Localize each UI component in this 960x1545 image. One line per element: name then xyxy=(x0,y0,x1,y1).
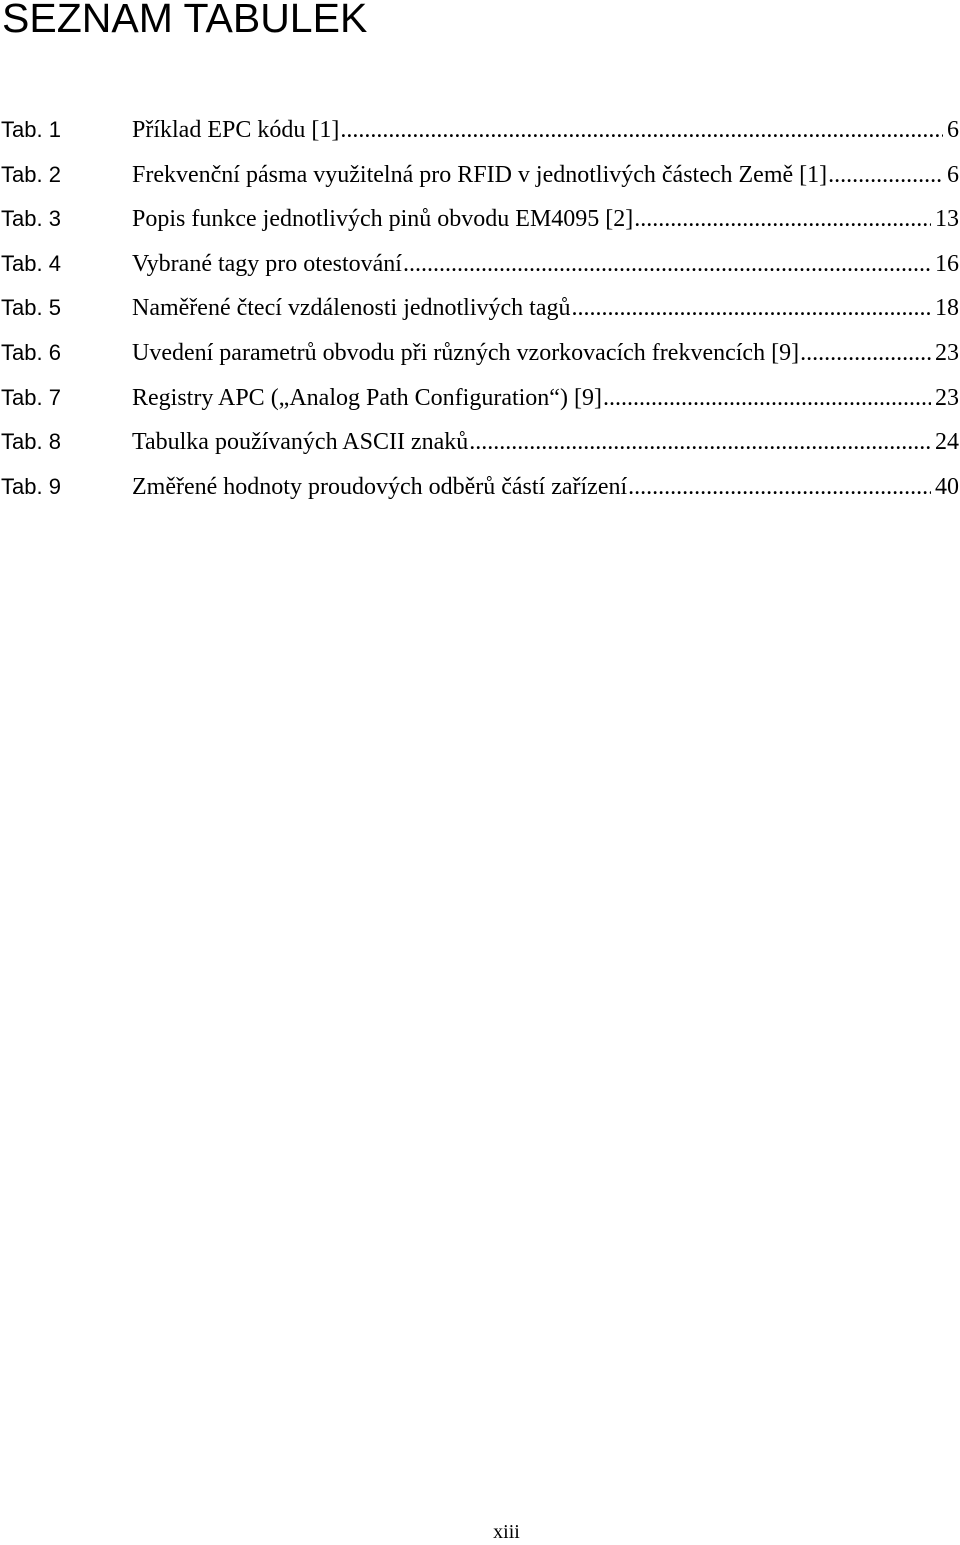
list-of-tables xyxy=(0,108,960,509)
page-reference: 23 xyxy=(935,384,959,411)
page-reference: 6 xyxy=(947,117,959,143)
table-caption: Změřené hodnoty proudových odběrů částí zařízení xyxy=(132,473,628,500)
toc-entry[interactable] xyxy=(0,108,960,153)
dot-leader xyxy=(469,420,931,464)
page-reference: 24 xyxy=(935,429,959,456)
toc-entry[interactable] xyxy=(0,242,960,287)
table-caption: Tabulka používaných ASCII znaků xyxy=(132,429,469,456)
dot-leader xyxy=(403,242,931,286)
table-caption: Příklad EPC kódu [1] xyxy=(132,117,340,143)
toc-entry[interactable] xyxy=(0,420,960,465)
page-title: SEZNAM TABULEK xyxy=(2,0,368,41)
page-number: xiii xyxy=(493,1521,520,1543)
toc-entry[interactable] xyxy=(0,153,960,198)
table-label: Tab. 5 xyxy=(1,295,61,321)
toc-entry[interactable] xyxy=(0,331,960,376)
dot-leader xyxy=(572,286,932,330)
dot-leader xyxy=(634,197,931,241)
page-reference: 13 xyxy=(935,206,959,233)
dot-leader xyxy=(603,376,931,420)
dot-leader xyxy=(628,465,931,509)
dot-leader xyxy=(340,108,943,152)
page-reference: 6 xyxy=(947,161,959,188)
table-label: Tab. 2 xyxy=(1,161,61,187)
table-caption: Popis funkce jednotlivých pinů obvodu EM4095 [2] xyxy=(132,206,634,233)
page-reference: 23 xyxy=(935,339,959,366)
table-label: Tab. 6 xyxy=(1,339,61,365)
table-caption: Uvedení parametrů obvodu při různých vzorkovacích frekvencích [9] xyxy=(132,339,800,366)
table-caption: Frekvenční pásma využitelná pro RFID v jednotlivých částech Země [1] xyxy=(132,161,828,188)
table-label: Tab. 4 xyxy=(1,250,61,276)
toc-entry[interactable] xyxy=(0,465,960,510)
table-label: Tab. 9 xyxy=(1,473,61,499)
table-label: Tab. 7 xyxy=(1,384,61,410)
page-reference: 18 xyxy=(935,295,959,322)
table-caption: Registry APC („Analog Path Configuration“) [9] xyxy=(132,384,602,411)
toc-entry[interactable] xyxy=(0,376,960,421)
dot-leader xyxy=(800,331,931,375)
table-caption: Vybrané tagy pro otestování xyxy=(132,250,402,277)
dot-leader xyxy=(828,153,943,197)
table-label: Tab. 1 xyxy=(1,117,61,142)
table-caption: Naměřené čtecí vzdálenosti jednotlivých tagů xyxy=(132,295,571,322)
page-reference: 16 xyxy=(935,250,959,277)
table-label: Tab. 3 xyxy=(1,206,61,232)
table-label: Tab. 8 xyxy=(1,429,61,455)
toc-entry[interactable] xyxy=(0,286,960,331)
page-reference: 40 xyxy=(935,473,959,500)
toc-entry[interactable] xyxy=(0,197,960,242)
